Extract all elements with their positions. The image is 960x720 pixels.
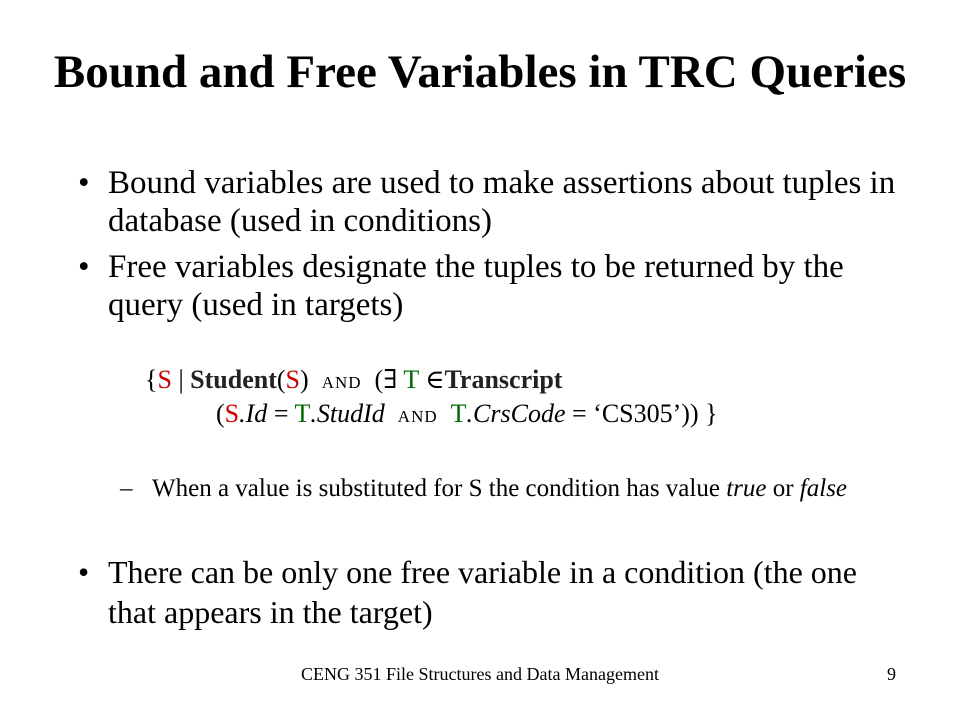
slide-title: Bound and Free Variables in TRC Queries <box>53 46 907 98</box>
brace: { <box>145 365 158 394</box>
paren: ( <box>216 399 225 428</box>
paren: ) <box>300 365 309 394</box>
bullet-text: Bound variables are used to make assertions about tuples in database (used in conditions) <box>108 165 896 239</box>
footer-text: CENG 351 File Structures and Data Management <box>301 664 659 684</box>
formula-line-1 <box>145 364 562 399</box>
bullet-item <box>78 248 908 324</box>
true-word: true <box>726 475 767 502</box>
and-keyword: AND <box>321 373 362 392</box>
bullet-text: There can be only one free variable in a condition (the one that appears in the target) <box>108 554 857 630</box>
sub-bullet-text <box>120 474 890 504</box>
bullet-item <box>78 164 908 240</box>
variable-s: S <box>157 365 172 394</box>
variable-t: T <box>294 399 311 428</box>
false-word: false <box>799 475 848 502</box>
variable-t: T <box>403 365 419 394</box>
paren: ( <box>276 365 286 394</box>
bullet-text: Free variables designate the tuples to be returned by the query (used in targets) <box>108 249 844 323</box>
bullet-item <box>78 552 908 632</box>
formula-line-2 <box>216 398 718 433</box>
or-word: or <box>766 475 800 502</box>
bullet-icon: • <box>78 249 90 285</box>
relation-transcript: Transcript <box>444 365 563 394</box>
bullet-icon: • <box>78 165 90 201</box>
and-keyword: AND <box>397 407 438 426</box>
relation-student: Student <box>190 365 277 394</box>
dash-icon: – <box>120 475 133 502</box>
bar: | <box>171 365 191 394</box>
equals-literal: = ‘CS305’)) } <box>565 399 718 428</box>
in-symbol: ∈ <box>418 365 445 394</box>
page-number: 9 <box>887 664 896 684</box>
sub-text-prefix: When a value is substituted for S the condition has value <box>152 475 727 502</box>
attr-crscode: .CrsCode <box>466 399 566 428</box>
exists-symbol: (∃ <box>374 365 404 394</box>
variable-t: T <box>450 399 467 428</box>
attr-studid: .StudId <box>310 399 385 428</box>
variable-s: S <box>224 399 240 428</box>
bullet-icon: • <box>78 554 90 590</box>
attr-id: .Id <box>239 399 268 428</box>
equals: = <box>267 399 295 428</box>
sub-bullet-item <box>120 474 890 504</box>
variable-s: S <box>285 365 301 394</box>
